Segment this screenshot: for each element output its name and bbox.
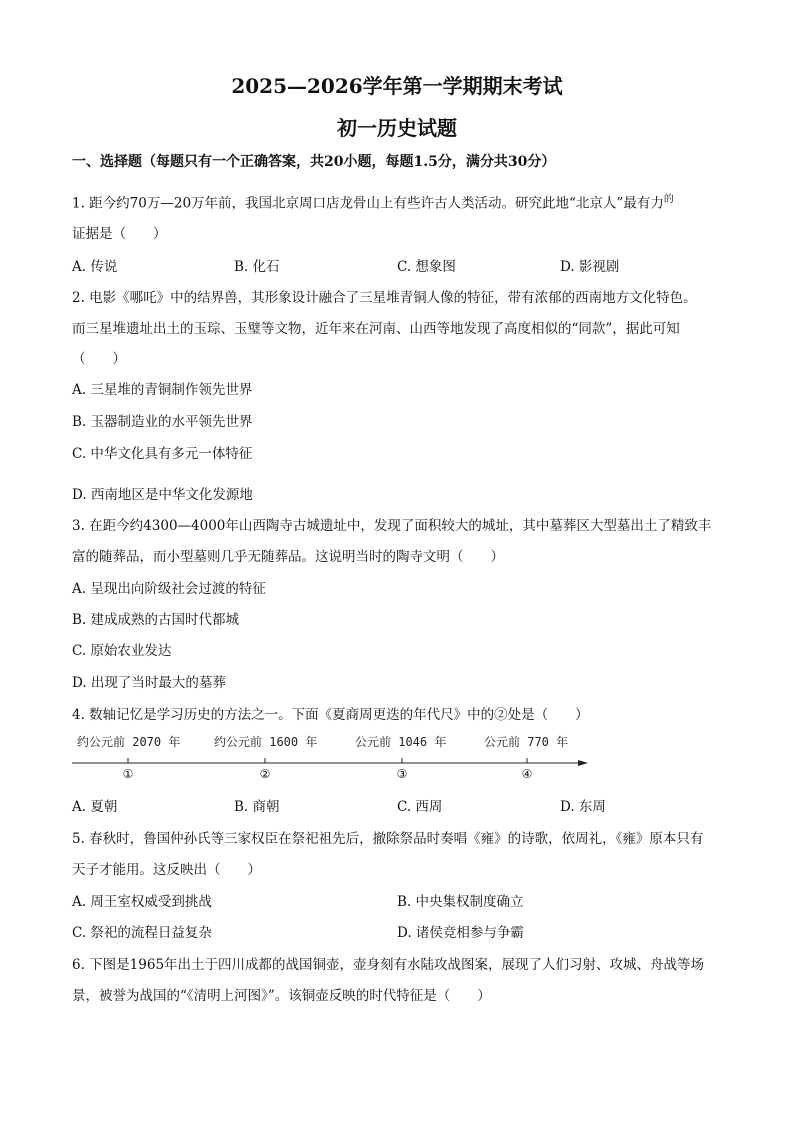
question-5-line-2: 天子才能用。这反映出（ ） (72, 862, 261, 878)
timeline-mark-2: ② (259, 767, 271, 780)
q5-option-d[interactable]: D. 诸侯竞相参与争霸 (397, 925, 524, 941)
question-1-line-1 (72, 190, 674, 212)
q5-option-a[interactable]: A. 周王室权威受到挑战 (72, 894, 212, 910)
q3-option-d[interactable]: D. 出现了当时最大的墓葬 (72, 675, 226, 691)
q1-option-b[interactable]: B. 化石 (234, 259, 280, 275)
q4-option-d[interactable]: D. 东周 (560, 799, 606, 815)
q1-option-c[interactable]: C. 想象图 (397, 259, 456, 275)
q2-option-b[interactable]: B. 玉器制造业的水平领先世界 (72, 414, 253, 430)
exam-subtitle: 初一历史试题 (337, 116, 457, 140)
timeline-mark-4: ④ (521, 767, 533, 780)
timeline-arrow-icon (578, 760, 588, 766)
q4-option-a[interactable]: A. 夏朝 (72, 799, 118, 815)
q4-option-b[interactable]: B. 商朝 (234, 799, 280, 815)
timeline-mark-3: ③ (396, 767, 408, 780)
q5-option-c[interactable]: C. 祭祀的流程日益复杂 (72, 925, 212, 941)
timeline-label-1: 约公元前 2070 年 (77, 735, 181, 749)
question-6-line-1: 6. 下图是1965年出土于四川成都的战国铜壶，壶身刻有水陆攻战图案，展现了人们习射、攻城、舟战等场 (72, 957, 705, 973)
q2-option-c[interactable]: C. 中华文化具有多元一体特征 (72, 446, 253, 462)
question-2-line-1: 2. 电影《哪吒》中的结界兽，其形象设计融合了三星堆青铜人像的特征，带有浓郁的西南地方文化特色。 (72, 290, 697, 306)
section-heading: 一、选择题（每题只有一个正确答案，共20小题，每题1.5分，满分共30分） (72, 154, 556, 170)
dynasty-timeline (72, 730, 592, 780)
question-4-line-1: 4. 数轴记忆是学习历史的方法之一。下面《夏商周更迭的年代尺》中的②处是（ ） (72, 707, 589, 723)
q5-option-b[interactable]: B. 中央集权制度确立 (397, 894, 524, 910)
q4-option-c[interactable]: C. 西周 (397, 799, 443, 815)
question-1-line-2: 证据是（ ） (72, 226, 167, 242)
q3-option-a[interactable]: A. 呈现出向阶级社会过渡的特征 (72, 581, 266, 597)
q2-option-a[interactable]: A. 三星堆的青铜制作领先世界 (72, 382, 253, 398)
question-3-line-1: 3. 在距今约4300—4000年山西陶寺古城遗址中，发现了面积较大的城址，其中墓葬区大型墓出土了精致丰 (72, 518, 712, 534)
q1-option-a[interactable]: A. 传说 (72, 259, 118, 275)
timeline-label-3: 公元前 1046 年 (355, 735, 447, 749)
question-2-line-3: （ ） (72, 351, 126, 367)
timeline-mark-1: ① (122, 767, 134, 780)
question-2-line-2: 而三星堆遗址出土的玉琮、玉璧等文物，近年来在河南、山西等地发现了高度相似的“同款”，据此可知 (72, 321, 680, 337)
q3-option-b[interactable]: B. 建成成熟的古国时代都城 (72, 612, 240, 628)
timeline-label-4: 公元前 770 年 (484, 735, 569, 749)
question-5-line-1: 5. 春秋时，鲁国仲孙氏等三家权臣在祭祀祖先后，撤除祭品时奏唱《雍》的诗歌，依周礼，《雍》原本只有 (72, 831, 704, 847)
q2-option-d[interactable]: D. 西南地区是中华文化发源地 (72, 487, 253, 503)
timeline-label-2: 约公元前 1600 年 (214, 735, 318, 749)
q1-option-d[interactable]: D. 影视剧 (560, 259, 620, 275)
question-text: 1. 距今约70万—20万年前，我国北京周口店龙骨山上有些许古人类活动。研究此地“北京人”最有力 (72, 195, 664, 212)
question-3-line-2: 富的随葬品，而小型墓则几乎无随葬品。这说明当时的陶寺文明（ ） (72, 549, 504, 565)
question-6-line-2: 景，被誉为战国的“《清明上河图》”。该铜壶反映的时代特征是（ ） (72, 988, 491, 1004)
exam-title: 2025—2026学年第一学期期末考试 (231, 74, 563, 98)
question-text-tail: 的 (663, 194, 674, 205)
q3-option-c[interactable]: C. 原始农业发达 (72, 643, 172, 659)
